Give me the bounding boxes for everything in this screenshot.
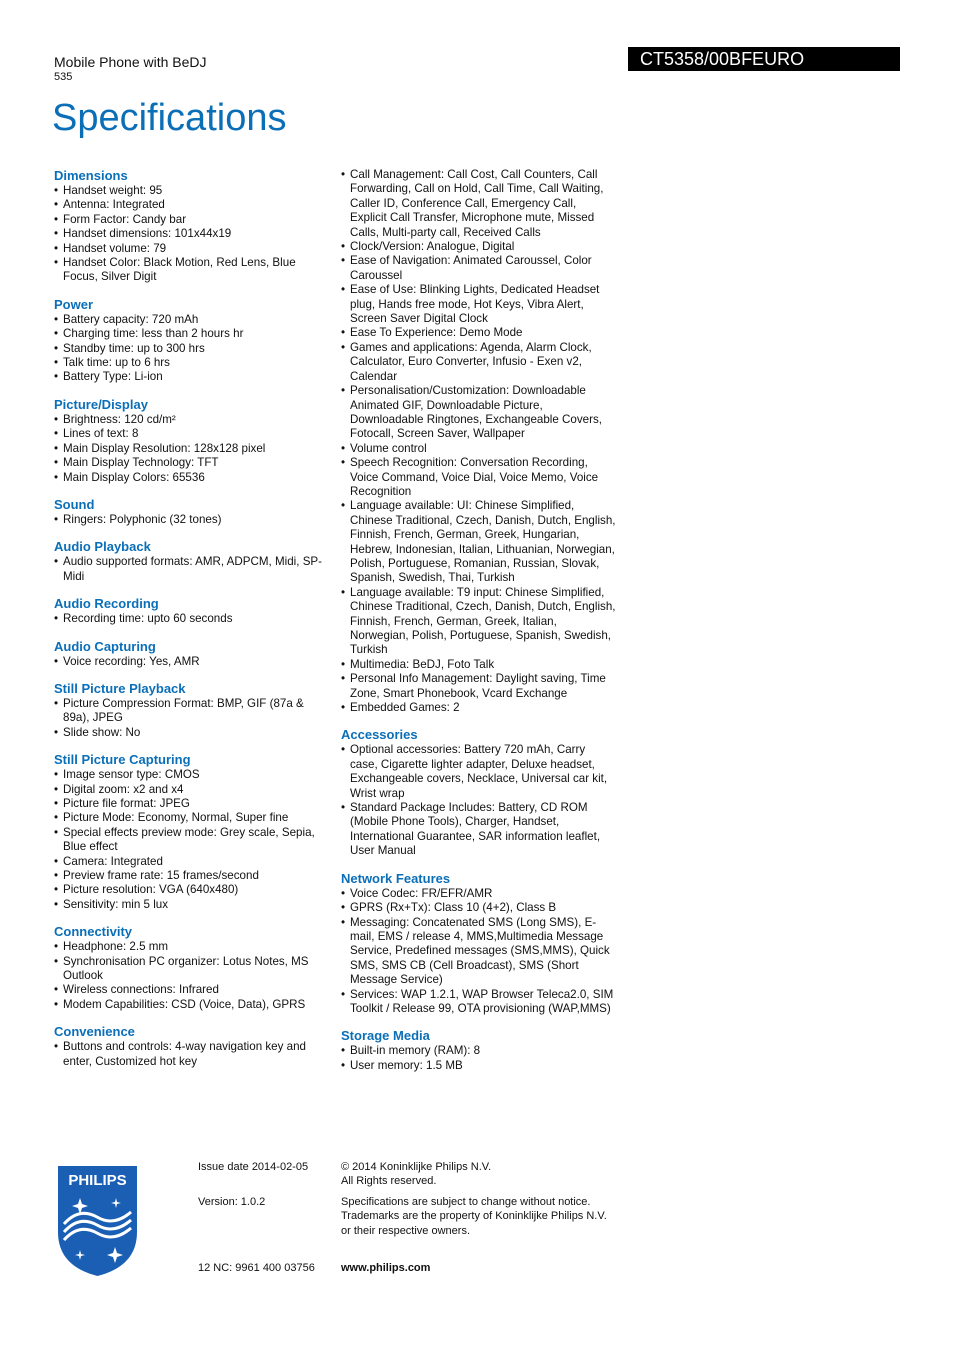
section-title: Sound [54,496,95,512]
spec-item: • Special effects preview mode: Grey scale, Sepia, Blue effect [54,826,329,855]
spec-item: • Brightness: 120 cd/m² [54,413,329,427]
spec-item: • Multimedia: BeDJ, Foto Talk [341,658,616,672]
spec-section [341,871,616,1017]
model-number: 535 [54,71,73,83]
spec-list [341,743,616,858]
spec-section [341,1028,616,1073]
spec-item: • Modem Capabilities: CSD (Voice, Data), GPRS [54,998,329,1012]
spec-item: • Volume control [341,442,616,456]
model-code-banner: CT5358/00BFEURO [628,47,900,71]
spec-item: • Audio supported formats: AMR, ADPCM, Midi, SP-Midi [54,555,329,584]
section-title: Audio Capturing [54,638,156,654]
spec-item: • Ease of Navigation: Animated Caroussel, Color Caroussel [341,254,616,283]
notice-line-2: Trademarks are the property of Koninklijke Philips N.V. [341,1210,607,1222]
spec-item: • Wireless connections: Infrared [54,983,329,997]
logo-text: PHILIPS [68,1172,127,1189]
notice-line-1: Specifications are subject to change without notice. [341,1196,591,1208]
spec-item: • Ringers: Polyphonic (32 tones) [54,513,329,527]
section-title: Storage Media [341,1028,430,1044]
spec-item: • Picture Compression Format: BMP, GIF (87a & 89a), JPEG [54,697,329,726]
spec-list [54,413,329,485]
spec-item: • Handset Color: Black Motion, Red Lens, Blue Focus, Silver Digit [54,256,329,285]
spec-list [54,768,329,912]
spec-item: • Picture file format: JPEG [54,797,329,811]
spec-section [54,596,329,626]
spec-section [54,752,329,912]
version: Version: 1.0.2 [198,1196,266,1208]
spec-list [54,655,329,669]
spec-item: • Slide show: No [54,726,329,740]
website-link[interactable]: www.philips.com [341,1262,431,1274]
spec-section [341,168,616,715]
spec-item: • Speech Recognition: Conversation Recording, Voice Command, Voice Dial, Voice Memo, Voice Recognition [341,456,616,499]
spec-item: • Buttons and controls: 4-way navigation key and enter, Customized hot key [54,1040,329,1069]
spec-item: • Charging time: less than 2 hours hr [54,327,329,341]
spec-item: • User memory: 1.5 MB [341,1059,616,1073]
spec-item: • Clock/Version: Analogue, Digital [341,240,616,254]
spec-item: • Built-in memory (RAM): 8 [341,1044,616,1058]
philips-shield-logo-icon [54,1162,141,1279]
spec-section [54,639,329,669]
spec-item: • Language available: UI: Chinese Simplified, Chinese Traditional, Czech, Danish, Dutch, English, Finnish, French, German, Greek, Hungarian, Hebrew, Indonesian, Italian, Lithuanian, Norwegian, Polish, Portuguese, Romanian, Russian, Slovak, Spanish, Swedish, Thai, Turkish [341,499,616,585]
spec-item: • Standard Package Includes: Battery, CD ROM (Mobile Phone Tools), Charger, Handset, International Guarantee, SAR information leaflet, User Manual [341,801,616,859]
spec-item: • Embedded Games: 2 [341,701,616,715]
spec-item: • Form Factor: Candy bar [54,213,329,227]
spec-item: • Handset volume: 79 [54,242,329,256]
spec-item: • Personalisation/Customization: Downloadable Animated GIF, Downloadable Picture, Downloadable Ringtones, Exchangeable Covers, Fotocall, Screen Saver, Wallpaper [341,384,616,442]
spec-item: • Digital zoom: x2 and x4 [54,783,329,797]
spec-list [54,940,329,1012]
rights-line: All Rights reserved. [341,1175,437,1187]
left-spec-column [54,168,329,1081]
spec-section [341,727,616,858]
section-title: Audio Recording [54,596,159,612]
spec-item: • Battery capacity: 720 mAh [54,313,329,327]
spec-item: • Personal Info Management: Daylight saving, Time Zone, Smart Phonebook, Vcard Exchange [341,672,616,701]
spec-item: • Picture resolution: VGA (640x480) [54,883,329,897]
spec-item: • Ease of Use: Blinking Lights, Dedicated Headset plug, Hands free mode, Hot Keys, Vibra Alert, Screen Saver Digital Clock [341,283,616,326]
spec-item: • Services: WAP 1.2.1, WAP Browser Teleca2.0, SIM Toolkit / Release 99, OTA provisioning (WAP,MMS) [341,988,616,1017]
spec-item: • Lines of text: 8 [54,427,329,441]
spec-item: • Battery Type: Li-ion [54,370,329,384]
spec-item: • Standby time: up to 300 hrs [54,342,329,356]
page-title: Specifications [52,97,287,139]
copyright-line: © 2014 Koninklijke Philips N.V. [341,1161,492,1173]
spec-item: • GPRS (Rx+Tx): Class 10 (4+2), Class B [341,901,616,915]
section-title: Picture/Display [54,396,148,412]
section-title: Still Picture Playback [54,680,186,696]
spec-list [54,1040,329,1069]
spec-item: • Preview frame rate: 15 frames/second [54,869,329,883]
spec-item: • Handset weight: 95 [54,184,329,198]
spec-section [54,497,329,527]
spec-item: • Talk time: up to 6 hrs [54,356,329,370]
spec-item: • Picture Mode: Economy, Normal, Super fine [54,811,329,825]
section-title: Dimensions [54,168,128,183]
spec-list [341,887,616,1017]
spec-list [54,555,329,584]
section-title: Network Features [341,870,451,886]
spec-item: • Ease To Experience: Demo Mode [341,326,616,340]
spec-section [54,397,329,485]
spec-section [54,168,329,285]
spec-section [54,681,329,740]
spec-section [54,924,329,1012]
product-name: Mobile Phone with BeDJ [54,54,207,70]
spec-list [341,1044,616,1073]
spec-item: • Main Display Resolution: 128x128 pixel [54,442,329,456]
notice-line-3: or their respective owners. [341,1225,470,1237]
section-title: Audio Playback [54,539,151,555]
spec-item: • Optional accessories: Battery 720 mAh, Carry case, Cigarette lighter adapter, Deluxe headset, Exchangeable covers, Necklace, Universal car kit, Wrist wrap [341,743,616,801]
spec-item: • Sensitivity: min 5 lux [54,898,329,912]
spec-item: • Handset dimensions: 101x44x19 [54,227,329,241]
spec-section [54,297,329,385]
section-title: Connectivity [54,924,133,940]
spec-item: • Main Display Colors: 65536 [54,471,329,485]
spec-list [341,168,616,715]
issue-date: Issue date 2014-02-05 [198,1161,309,1173]
spec-list [54,612,329,626]
spec-list [54,184,329,285]
spec-item: • Voice Codec: FR/EFR/AMR [341,887,616,901]
spec-section [54,539,329,584]
twelve-nc: 12 NC: 9961 400 03756 [198,1262,315,1274]
section-title: Accessories [341,727,418,743]
spec-item: • Headphone: 2.5 mm [54,940,329,954]
spec-item: • Language available: T9 input: Chinese Simplified, Chinese Traditional, Czech, Danish, Dutch, English, Finnish, French, German, Greek, Italian, Norwegian, Polish, Portuguese, Spanish, Swedish, Turkish [341,586,616,658]
spec-list [54,513,329,527]
spec-item: • Call Management: Call Cost, Call Counters, Call Forwarding, Call on Hold, Call Time, Call Waiting, Caller ID, Conference Call, Emergency Call, Explicit Call Transfer, Microphone mute, Missed Calls, Multi-party call, Received Calls [341,168,616,240]
spec-item: • Recording time: upto 60 seconds [54,612,329,626]
spec-item: • Voice recording: Yes, AMR [54,655,329,669]
spec-list [54,313,329,385]
spec-item: • Image sensor type: CMOS [54,768,329,782]
spec-section [54,1024,329,1069]
section-title: Convenience [54,1024,135,1040]
spec-list [54,697,329,740]
right-spec-column [341,168,616,1085]
section-title: Still Picture Capturing [54,752,191,768]
spec-item: • Synchronisation PC organizer: Lotus Notes, MS Outlook [54,955,329,984]
spec-item: • Messaging: Concatenated SMS (Long SMS), E-mail, EMS / release 4, MMS,Multimedia Message Service, Predefined messages (SMS,MMS), Quick SMS, SMS CB (Cell Broadcast), SMS (Short Message Service) [341,916,616,988]
spec-item: • Main Display Technology: TFT [54,456,329,470]
spec-item: • Camera: Integrated [54,855,329,869]
section-title: Power [54,296,94,312]
spec-item: • Games and applications: Agenda, Alarm Clock, Calculator, Euro Converter, Infusio - Exen v2, Calendar [341,341,616,384]
spec-item: • Antenna: Integrated [54,198,329,212]
